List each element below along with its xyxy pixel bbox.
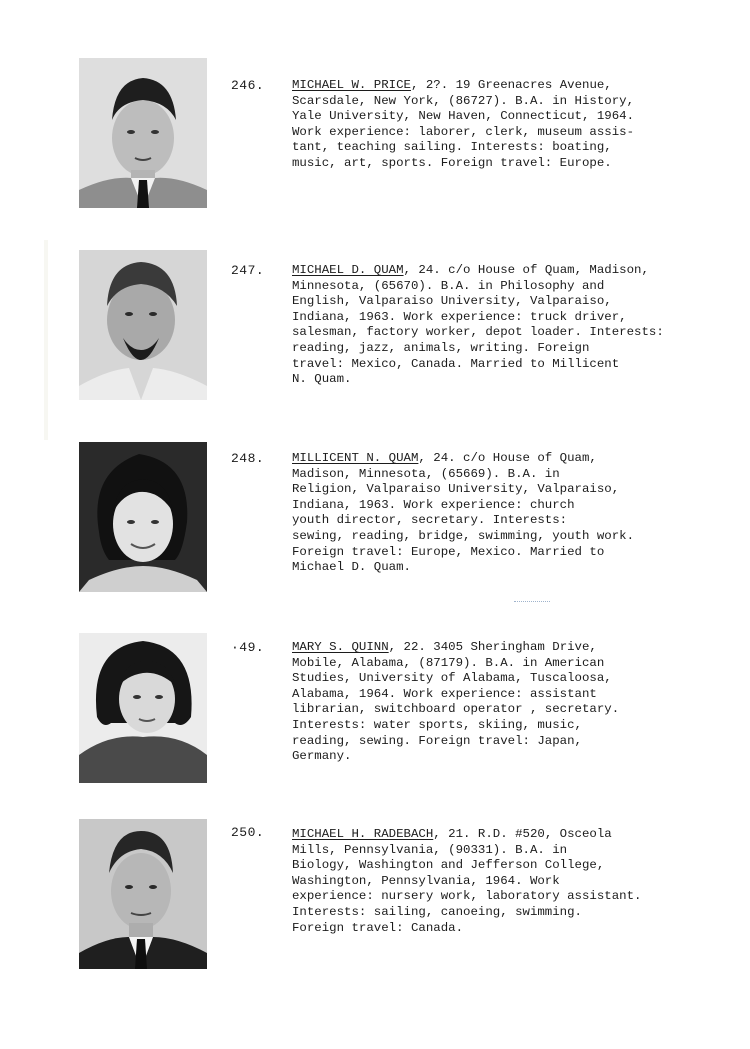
bio-line: Michael D. Quam. [292, 560, 411, 575]
entry-bio [292, 263, 712, 388]
entry-name: MICHAEL W. PRICE [292, 78, 411, 92]
bio-line: Germany. [292, 749, 352, 764]
page-edge-shadow [44, 240, 48, 440]
bio-line: , 24. c/o House of Quam, [418, 451, 597, 465]
entry-number: 247. [231, 263, 265, 278]
bio-line: Religion, Valparaiso University, Valparaiso, [292, 482, 620, 497]
bio-line: salesman, factory worker, depot loader. Interests: [292, 325, 664, 340]
portrait-photo [79, 819, 207, 969]
entry-number: ·49. [231, 640, 265, 655]
portrait-photo [79, 633, 207, 783]
stray-mark [514, 601, 550, 605]
bio-line: Alabama, 1964. Work experience: assistant [292, 686, 597, 701]
entry-number: 246. [231, 78, 265, 93]
bio-line: Washington, Pennsylvania, 1964. Work [292, 873, 560, 888]
entry-name: MICHAEL H. RADEBACH [292, 827, 434, 841]
bio-line: music, art, sports. Foreign travel: Europe. [292, 155, 612, 170]
bio-line: Interests: water sports, skiing, music, [292, 717, 582, 732]
entry-number: 248. [231, 451, 265, 466]
bio-line: travel: Mexico, Canada. Married to Millicent [292, 356, 620, 371]
bio-line: reading, sewing. Foreign travel: Japan, [292, 733, 582, 748]
entry-name: MILLICENT N. QUAM [292, 451, 419, 465]
bio-line: experience: nursery work, laboratory assistant. [292, 889, 642, 904]
portrait-photo [79, 442, 207, 592]
bio-line: , 24. c/o House of Quam, Madison, [403, 263, 649, 277]
entry-bio [292, 640, 712, 765]
portrait-photo [79, 58, 207, 208]
bio-line: sewing, reading, bridge, swimming, youth work. [292, 528, 635, 543]
bio-line: Interests: sailing, canoeing, swimming. [292, 904, 582, 919]
bio-line: Mills, Pennsylvania, (90331). B.A. in [292, 842, 568, 857]
bio-line: librarian, switchboard operator , secretary. [292, 702, 620, 717]
bio-line: Indiana, 1963. Work experience: truck driver, [292, 309, 627, 324]
entry-name: MARY S. QUINN [292, 640, 389, 654]
entry-bio [292, 451, 712, 576]
portrait-photo [79, 250, 207, 400]
entry-bio [292, 827, 712, 936]
entry-number: 250. [231, 825, 265, 840]
bio-line: Minnesota, (65670). B.A. in Philosophy and [292, 278, 605, 293]
bio-line: Mobile, Alabama, (87179). B.A. in American [292, 655, 605, 670]
bio-line: reading, jazz, animals, writing. Foreign [292, 340, 590, 355]
bio-line: N. Quam. [292, 372, 352, 387]
bio-line: Madison, Minnesota, (65669). B.A. in [292, 466, 560, 481]
bio-line: Foreign travel: Canada. [292, 920, 464, 935]
bio-line: Indiana, 1963. Work experience: church [292, 497, 575, 512]
entry-name: MICHAEL D. QUAM [292, 263, 404, 277]
bio-line: , 2?. 19 Greenacres Avenue, [410, 78, 612, 92]
bio-line: Yale University, New Haven, Connecticut, 1964. [292, 109, 635, 124]
bio-line: English, Valparaiso University, Valparaiso, [292, 294, 612, 309]
bio-line: Studies, University of Alabama, Tuscaloosa, [292, 671, 612, 686]
bio-line: Biology, Washington and Jefferson College, [292, 858, 605, 873]
bio-line: Work experience: laborer, clerk, museum assis- [292, 124, 635, 139]
bio-line: Scarsdale, New York, (86727). B.A. in History, [292, 93, 635, 108]
bio-line: tant, teaching sailing. Interests: boating, [292, 140, 612, 155]
bio-line: , 21. R.D. #520, Osceola [433, 827, 612, 841]
entry-bio [292, 78, 712, 172]
bio-line: , 22. 3405 Sheringham Drive, [388, 640, 597, 654]
bio-line: Foreign travel: Europe, Mexico. Married to [292, 544, 605, 559]
bio-line: youth director, secretary. Interests: [292, 513, 568, 528]
